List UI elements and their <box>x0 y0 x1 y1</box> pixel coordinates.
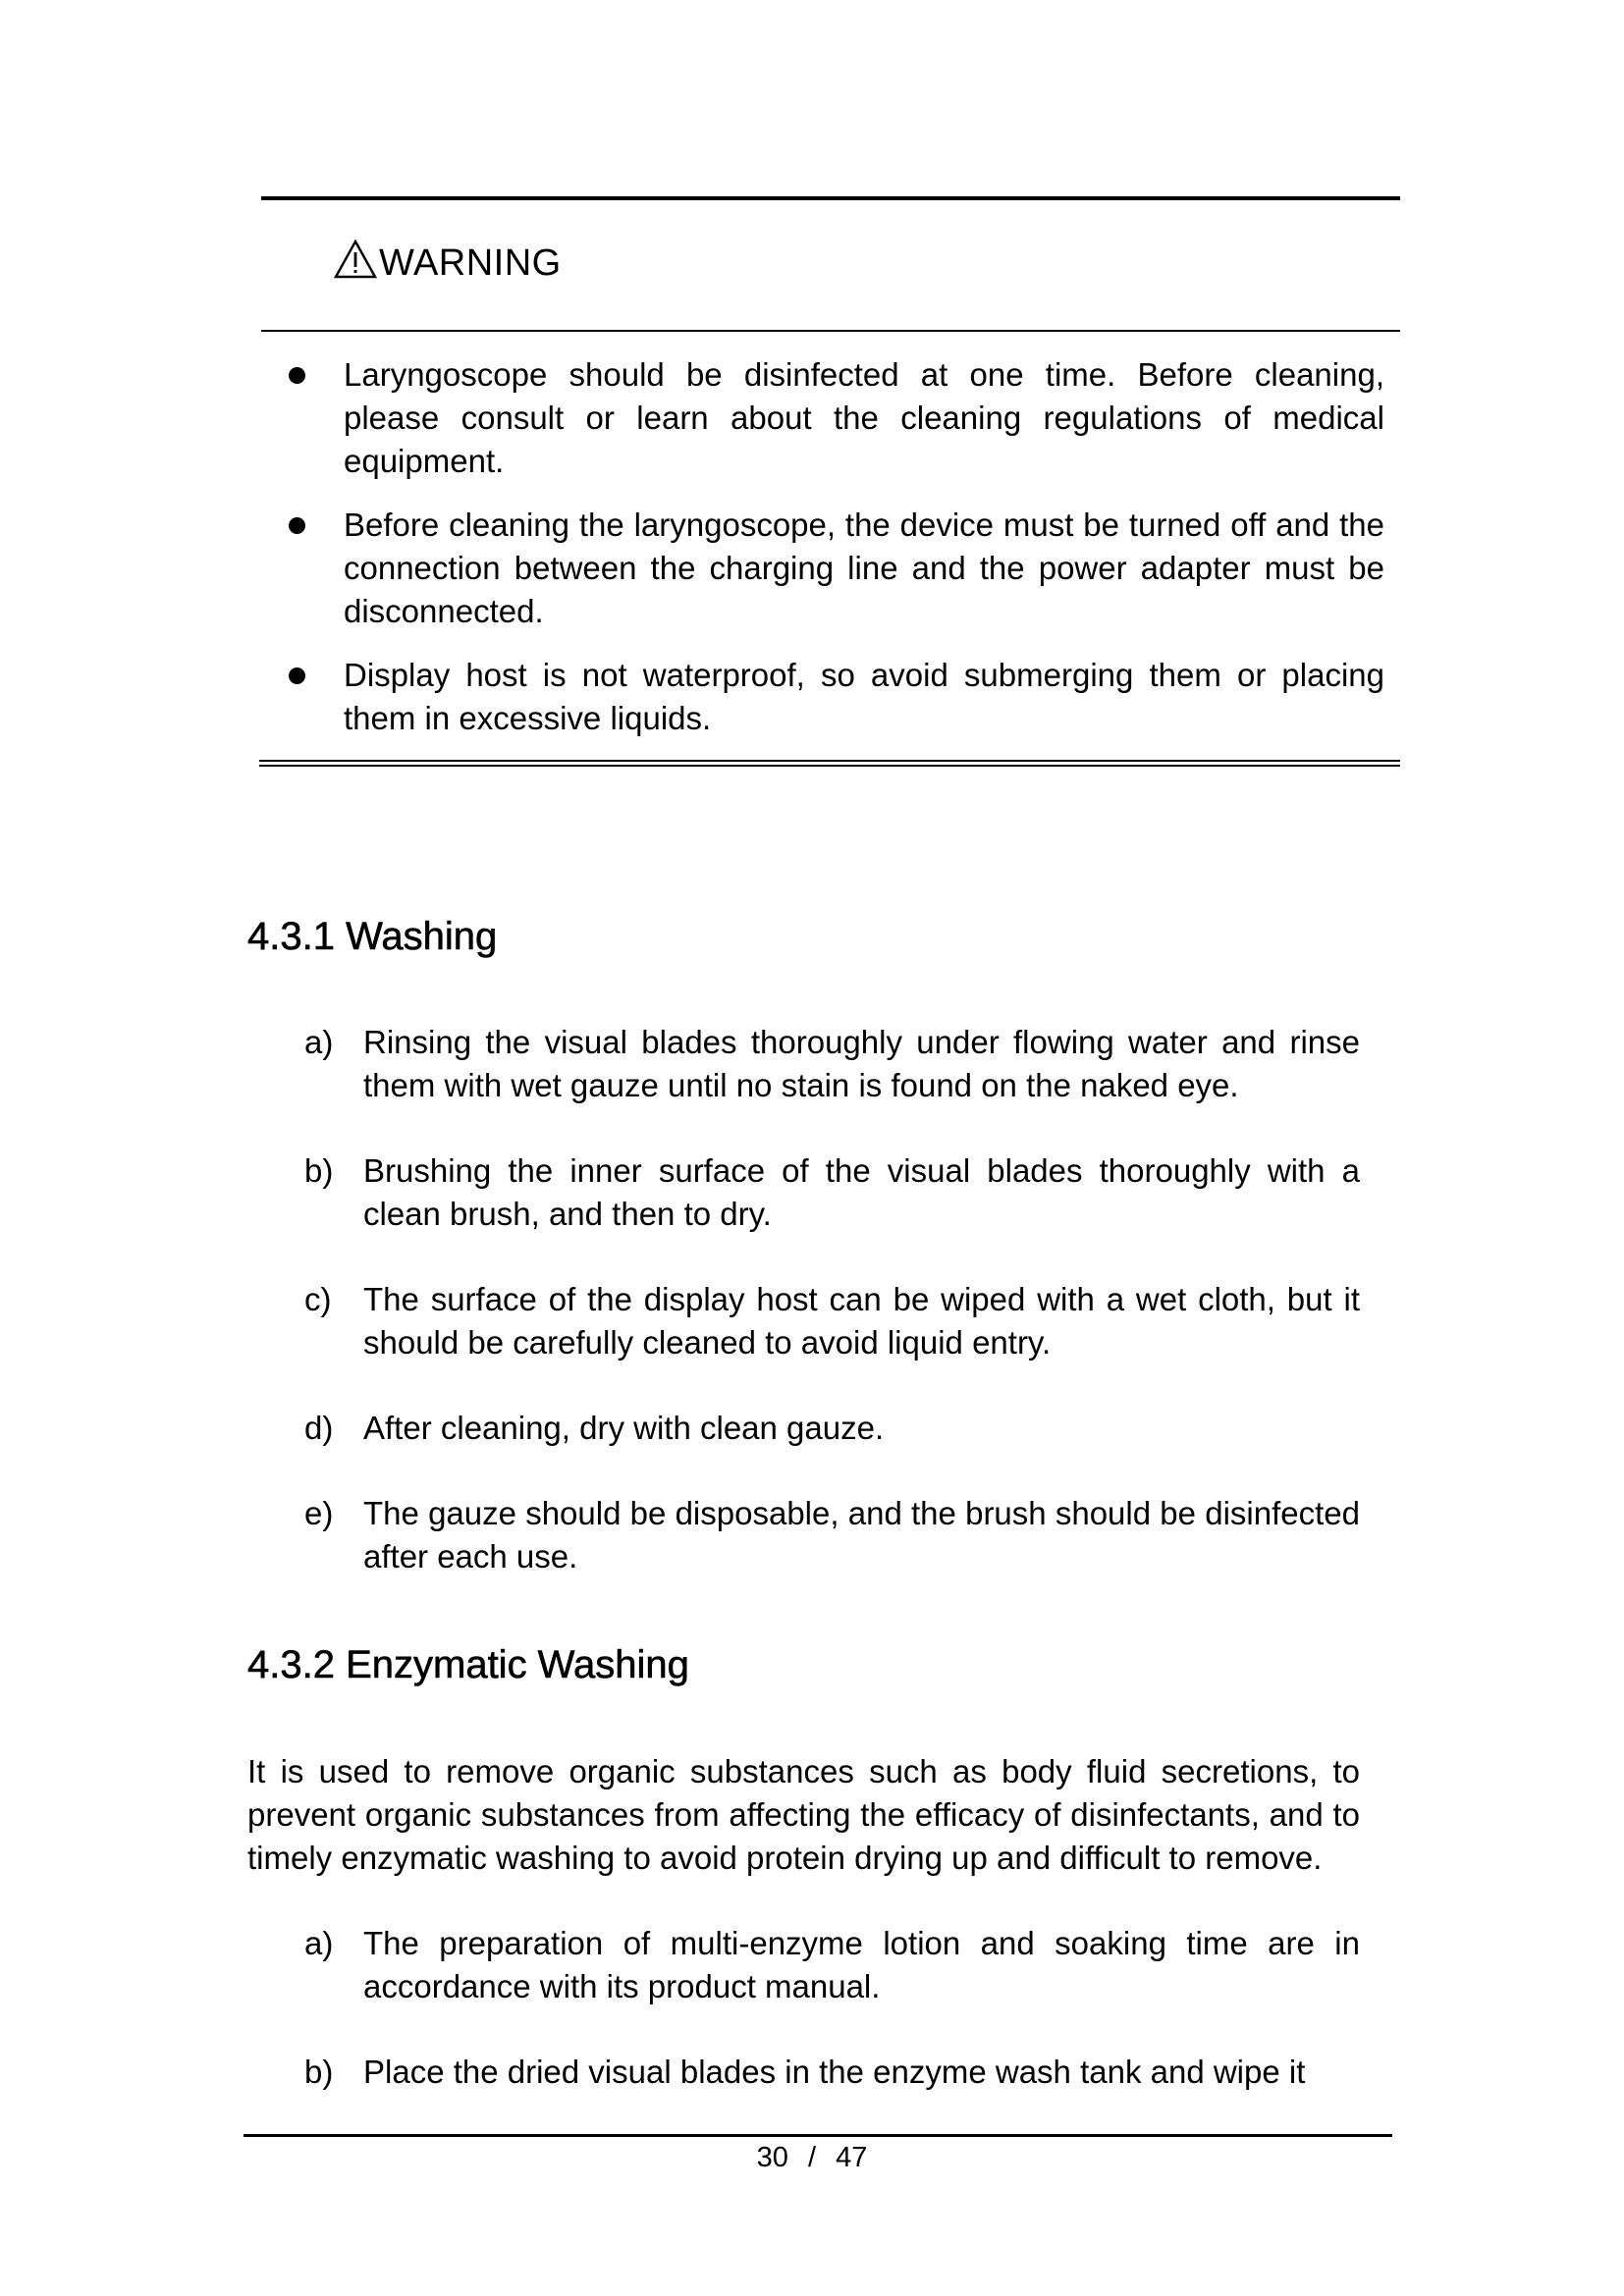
list-marker: c) <box>304 1281 332 1317</box>
enzymatic-intro-paragraph: It is used to remove organic substances such as body fluid secretions, to prevent organic substances from affecting the efficacy of disinfectants, and to timely enzymatic washing to avoid protein drying up and difficult to remove. <box>247 1753 1360 1876</box>
footer-rule <box>244 2134 1392 2137</box>
list-item <box>304 1149 1360 1236</box>
warning-item-text: Display host is not waterproof, so avoid submerging them or placing them in excessive liquids. <box>344 657 1384 736</box>
warning-heading <box>334 240 562 285</box>
list-item <box>304 1922 1360 2008</box>
warning-title: WARNING <box>379 242 562 284</box>
list-marker: b) <box>304 2054 334 2090</box>
section-heading-enzymatic-washing: 4.3.2 Enzymatic Washing <box>247 1643 689 1686</box>
warning-triangle-icon <box>334 240 377 279</box>
list-item-text: The gauze should be disposable, and the brush should be disinfected after each use. <box>363 1495 1360 1575</box>
warning-item-text: Before cleaning the laryngoscope, the device must be turned off and the connection between the charging line and the power adapter must be disconnected. <box>344 507 1384 629</box>
warning-top-rule <box>261 196 1400 200</box>
bullet-icon <box>289 667 305 684</box>
list-item-text: The surface of the display host can be wiped with a wet cloth, but it should be carefully cleaned to avoid liquid entry. <box>363 1281 1360 1361</box>
list-item-text: After cleaning, dry with clean gauze. <box>363 1410 885 1446</box>
bullet-icon <box>289 367 305 384</box>
list-item-text: Brushing the inner surface of the visual blades thoroughly with a clean brush, and then to dry. <box>363 1152 1360 1232</box>
enzymatic-steps-list <box>304 1922 1360 2136</box>
list-marker: a) <box>304 1024 334 1060</box>
list-item <box>304 1021 1360 1107</box>
list-item <box>304 2051 1360 2094</box>
list-item-text: Place the dried visual blades in the enzyme wash tank and wipe it <box>363 2054 1306 2090</box>
section-heading-washing: 4.3.1 Washing <box>247 915 498 958</box>
warning-divider <box>261 330 1400 332</box>
warning-bottom-rule <box>259 760 1400 767</box>
warning-item <box>285 654 1384 740</box>
bullet-icon <box>289 517 305 534</box>
list-item <box>304 1407 1360 1450</box>
warning-list <box>285 353 1384 761</box>
list-marker: a) <box>304 1925 334 1961</box>
list-item-text: The preparation of multi-enzyme lotion and soaking time are in accordance with its product manual. <box>363 1925 1360 2004</box>
list-marker: e) <box>304 1495 334 1531</box>
washing-steps-list <box>304 1021 1360 1621</box>
list-item <box>304 1492 1360 1578</box>
list-marker: b) <box>304 1152 334 1189</box>
list-item-text: Rinsing the visual blades thoroughly under flowing water and rinse them with wet gauze until no stain is found on the naked eye. <box>363 1024 1360 1103</box>
list-marker: d) <box>304 1410 334 1446</box>
page-number: 30 / 47 <box>756 2142 868 2173</box>
warning-item-text: Laryngoscope should be disinfected at one time. Before cleaning, please consult or learn about the cleaning regulations of medical equipment. <box>344 356 1384 479</box>
list-item <box>304 1278 1360 1364</box>
warning-item <box>285 353 1384 483</box>
warning-item <box>285 504 1384 633</box>
